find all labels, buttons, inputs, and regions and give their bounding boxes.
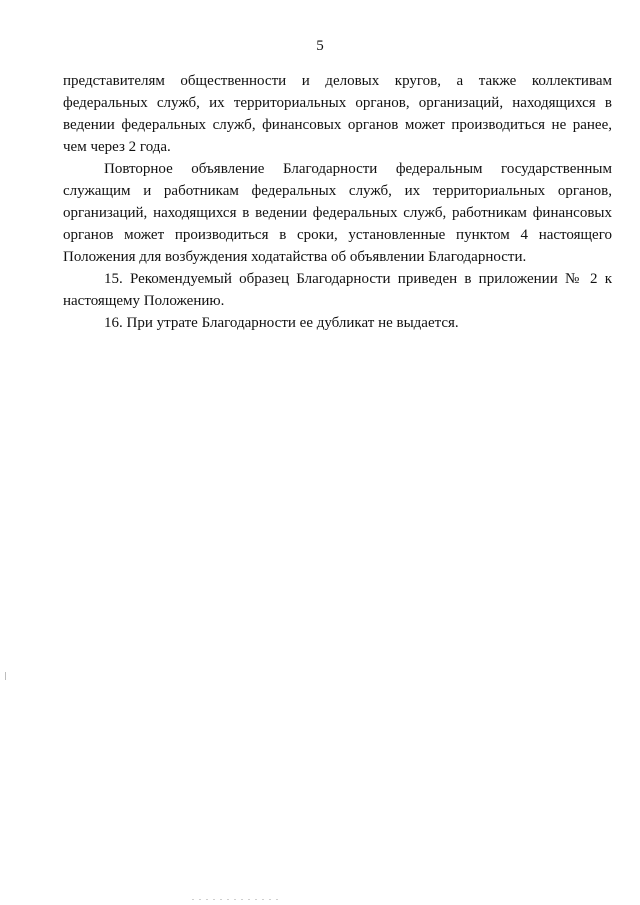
paragraph-item-15: 15. Рекомендуемый образец Благодарности приведен в приложении № 2 к настоящему Положению.: [63, 271, 612, 309]
scan-artifact-left: [5, 672, 6, 680]
paragraph-continuation: представителям общественности и деловых кругов, а также коллективам федеральных служб, их территориальных органов, организаций, находящихся в ведении федеральных служб, финансовых органов может производиться не ранее, чем через 2 года.: [63, 73, 612, 155]
paragraph-repeat-announcement: Повторное объявление Благодарности федеральным государственным служащим и работникам федеральных служб, их территориальных органов, организаций, находящихся в ведении федеральных служб, работникам финансовых органов может производиться в сроки, установленные пунктом 4 настоящего Положения для возбуждения ходатайства об объявлении Благодарности.: [63, 161, 612, 265]
page-number: 5: [316, 38, 324, 54]
scan-artifact-bottom: [192, 899, 282, 900]
paragraph-item-16: 16. При утрате Благодарности ее дубликат не выдается.: [104, 315, 459, 331]
document-body: [63, 70, 612, 334]
